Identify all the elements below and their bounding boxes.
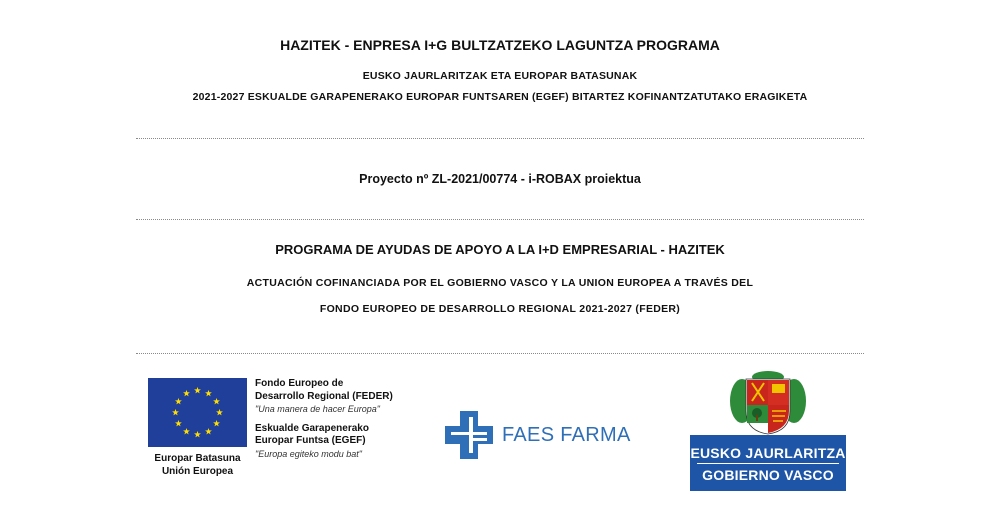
basque-coat-of-arms-icon <box>728 371 808 435</box>
faes-farma-name: FAES FARMA <box>502 424 631 446</box>
program-title-es: PROGRAMA DE AYUDAS DE APOYO A LA I+D EMPRESARIAL - HAZITEK <box>275 242 725 257</box>
egef-motto: "Europa egiteko modu bat" <box>255 448 362 459</box>
dotted-separator <box>136 138 864 139</box>
dotted-separator <box>136 219 864 220</box>
banner-divider <box>697 463 839 464</box>
faes-farma-logo <box>445 411 645 461</box>
eu-caption-eu: Europar Batasuna <box>154 453 241 464</box>
feder-motto: "Una manera de hacer Europa" <box>255 404 380 414</box>
eu-caption <box>148 452 247 478</box>
feder-name-line2: Desarrollo Regional (FEDER) <box>255 390 393 402</box>
faes-cross-icon <box>445 411 493 459</box>
dotted-separator <box>136 353 864 354</box>
eusko-jaurlaritza-text: EUSKO JAURLARITZA <box>690 445 846 461</box>
basque-government-logo <box>690 371 846 491</box>
eu-feder-logo <box>148 378 404 488</box>
subtitle-eu: EUSKO JAURLARITZAK ETA EUROPAR BATASUNAK <box>362 70 638 82</box>
gobierno-vasco-text: GOBIERNO VASCO <box>702 467 834 483</box>
eu-caption-es: Unión Europea <box>161 466 234 477</box>
cofinancing-es-line2: FONDO EUROPEO DE DESARROLLO REGIONAL 2021-2027 (FEDER) <box>319 303 681 315</box>
egef-name-line1: Eskualde Garapenerako <box>255 422 369 434</box>
egef-name-line2: Europar Funtsa (EGEF) <box>255 435 366 446</box>
feder-text <box>255 378 405 460</box>
title-eu: HAZITEK - ENPRESA I+G BULTZATZEKO LAGUNTZA PROGRAMA <box>280 37 720 53</box>
eu-flag-icon <box>148 378 247 447</box>
project-reference: Proyecto nº ZL-2021/00774 - i-ROBAX proiektua <box>359 172 641 186</box>
cofinancing-eu: 2021-2027 ESKUALDE GARAPENERAKO EUROPAR FUNTSAREN (EGEF) BITARTEZ KOFINANTZATUTAKO ERAGIKETA <box>192 91 808 103</box>
feder-name-line1: Fondo Europeo de <box>255 378 344 389</box>
cofinancing-es-line1: ACTUACIÓN COFINANCIADA POR EL GOBIERNO VASCO Y LA UNION EUROPEA A TRAVÉS DEL <box>246 277 754 289</box>
basque-government-banner <box>690 435 846 491</box>
